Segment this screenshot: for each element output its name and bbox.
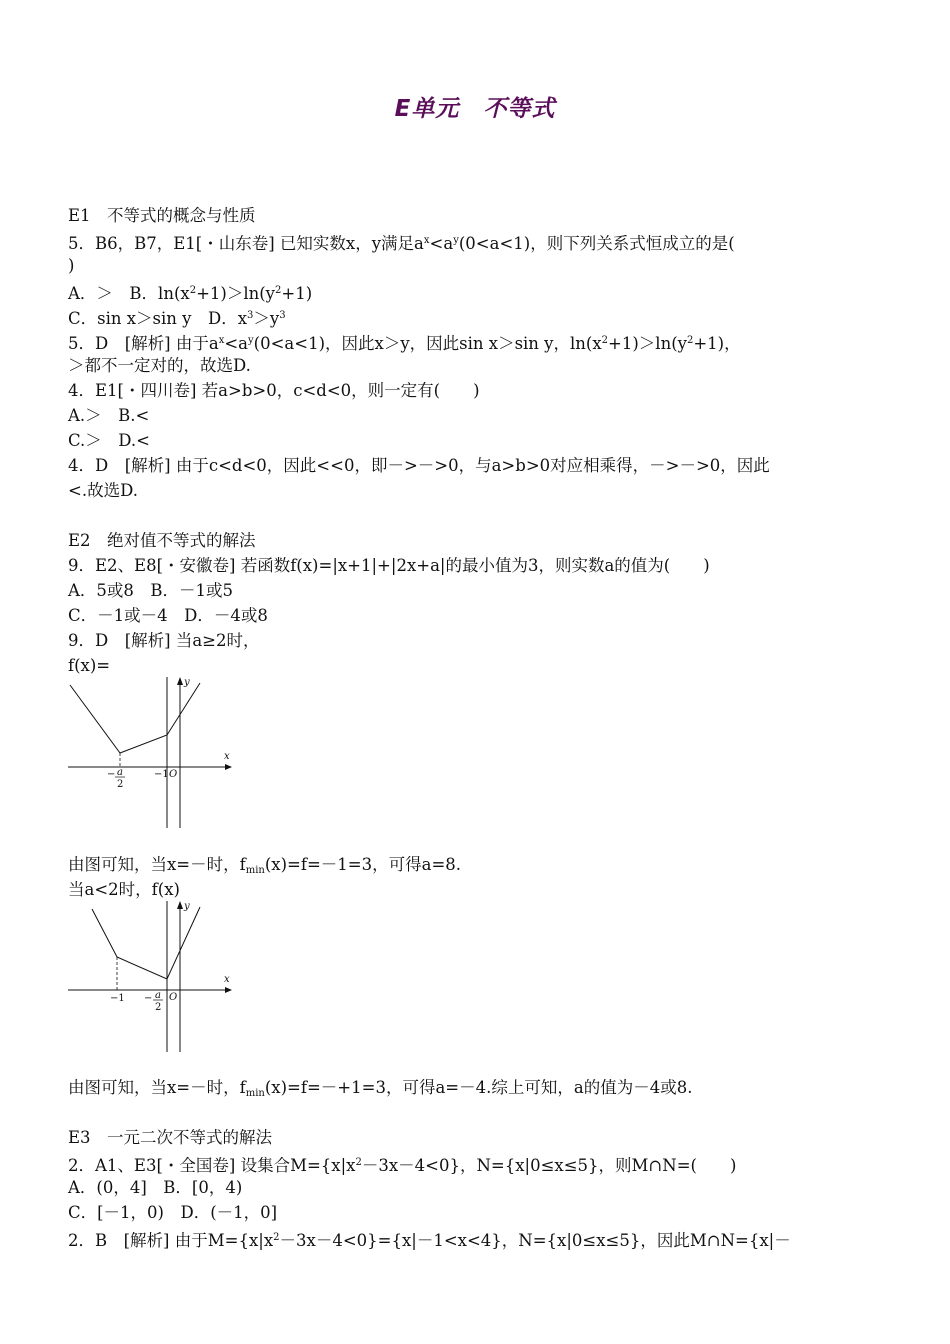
question-5-stem-cont: ) [68, 256, 75, 275]
question-9-stem: 9．E2、E8[・安徽卷] 若函数f(x)=|x+1|+|2x+a|的最小值为3，则实数a的值为( ) [68, 556, 710, 575]
answer-9-case2: 当a<2时，f(x) [68, 880, 180, 899]
answer-9-fx: f(x)= [68, 656, 111, 675]
x-axis-arrow [225, 764, 232, 770]
y-axis-arrow [177, 901, 183, 909]
graph-case-a-ge-2 [60, 673, 240, 833]
section-heading-e2: E2 绝对值不等式的解法 [68, 531, 256, 550]
page-title: E单元 不等式 [394, 96, 556, 122]
x-axis-arrow [225, 987, 232, 993]
tick-frac-den: 2 [117, 779, 124, 790]
y-label: y [184, 677, 190, 688]
question-9-options-ab: A．5或8 B．－1或5 [68, 581, 234, 600]
question-5-options-ab: A．＞ B．$\ln(x^2+1)>\ln(y^2+1)$ [68, 284, 313, 303]
y-label: y [184, 901, 190, 912]
question-2-stem: 2．A1、E3[・全国卷] 设集合$M=\{x|x^2-3x-4<0\}$，N={x|0≤x≤5}，则M∩N=( ) [68, 1156, 737, 1175]
question-9-options-cd: C．－1或－4 D．－4或8 [68, 606, 268, 625]
answer-5-cont: ＞都不一定对的，故选D. [68, 356, 251, 375]
tick-frac-num: a [117, 767, 123, 778]
tick-frac-den: 2 [155, 1002, 162, 1013]
question-5-options-cd: C．sin x＞sin y D．$x^3>y^3$ [68, 309, 286, 328]
question-4-options-ab: A.＞ B.< [68, 406, 150, 425]
answer-4-cont: <.故选D. [68, 481, 138, 500]
section-heading-e1: E1 不等式的概念与性质 [68, 206, 256, 225]
tick-minus-1: −1 [154, 769, 169, 780]
question-5-stem: 5．B6，B7，E1[・山东卷] 已知实数x，y满足$a^x<a^y(0<a<1)$，则下列关系式恒成立的是( [68, 234, 735, 253]
tick-frac-sign: − [144, 993, 153, 1004]
answer-9-case2-result: 由图可知，当x=－时，$f_{min}(x)=f=-+1=3$，可得a=－4.综上可知，a的值为－4或8. [68, 1078, 693, 1099]
answer-9: 9．D [解析] 当a≥2时， [68, 631, 260, 650]
y-axis-arrow [177, 677, 183, 685]
question-2-options-cd: C．[－1，0) D．(－1，0] [68, 1203, 278, 1222]
origin-label: O [169, 992, 178, 1003]
question-4-stem: 4．E1[・四川卷] 若a>b>0，c<d<0，则一定有( ) [68, 381, 480, 400]
tick-frac-sign: − [107, 769, 116, 780]
x-label: x [224, 974, 230, 985]
graph-case-a-lt-2 [60, 897, 240, 1057]
x-label: x [224, 751, 230, 762]
answer-4: 4．D [解析] 由于c<d<0，因此<<0，即－>－>0，与a>b>0对应相乘得，－>－>0，因此 [68, 456, 770, 475]
question-2-options-ab: A．(0，4] B．[0，4) [68, 1178, 243, 1197]
answer-2: 2．B [解析] 由于$M=\{x|x^2-3x-4<0\}=\{x|-1<x<4\}$，N={x|0≤x≤5}，因此M∩N={x|－ [68, 1231, 791, 1250]
answer-9-case1-result: 由图可知，当x=－时，$f_{min}(x)=f=-1=3$，可得a=8. [68, 855, 462, 876]
tick-frac-num: a [155, 990, 161, 1001]
section-heading-e3: E3 一元二次不等式的解法 [68, 1128, 273, 1147]
function-curve [92, 907, 200, 979]
origin-label: O [169, 769, 178, 780]
answer-5: 5．D [解析] 由于$a^x<a^y(0<a<1)$，因此x＞y，因此sin x＞sin y，$\ln(x^2+1)>\ln(y^2+1)$， [68, 334, 741, 353]
question-4-options-cd: C.＞ D.< [68, 431, 150, 450]
tick-minus-1: −1 [110, 993, 125, 1004]
